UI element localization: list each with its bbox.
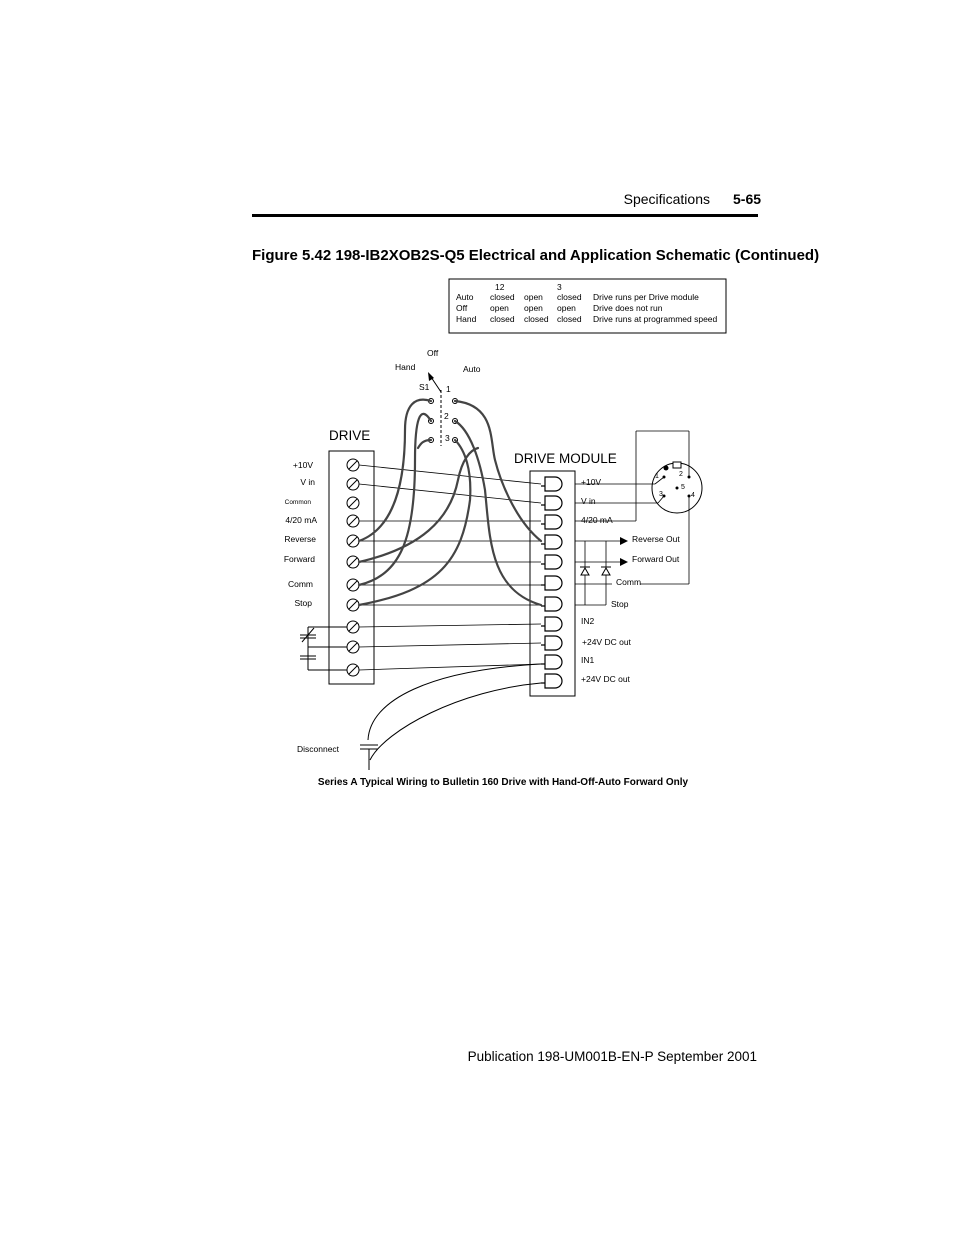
switch-lever: [431, 377, 441, 392]
disconnect-label: Disconnect: [297, 744, 340, 754]
hoa-switch-wiring: [359, 400, 541, 605]
drive-terminal-label: 4/20 mA: [285, 515, 317, 525]
footer-publication: Publication 198-UM001B-EN-P September 2001: [467, 1049, 757, 1064]
connector-pin-label: 1: [655, 473, 659, 480]
connector-pin-label: 4: [691, 492, 695, 499]
clamp-terminal: [541, 496, 562, 510]
connector-pin: [676, 487, 679, 490]
connector-key: [673, 462, 681, 468]
clamp-terminal: [541, 674, 562, 688]
switch-position-auto: Auto: [463, 364, 481, 374]
table-cell: Off: [456, 303, 468, 313]
connector-pin-label: 5: [681, 484, 685, 491]
clamp-terminal: [541, 576, 562, 590]
header-page-number: 5-65: [733, 191, 762, 207]
reverse-out-arrow-icon: [620, 537, 628, 545]
connector-pin: [664, 466, 669, 471]
drive-terminal-label: Forward: [283, 554, 315, 564]
table-cell: closed: [524, 314, 549, 324]
switch-label: S1: [419, 382, 430, 392]
table-cell: open: [524, 292, 543, 302]
drive-terminal-label: V in: [300, 477, 315, 487]
disconnect-wiring: [360, 664, 541, 770]
clamp-terminal: [541, 617, 562, 631]
module-terminal-label: Forward Out: [632, 554, 680, 564]
clamp-terminal: [541, 515, 562, 529]
module-terminal-label: Comm: [616, 577, 642, 587]
module-terminal-label: Reverse Out: [632, 534, 680, 544]
switch-position-off: Off: [427, 348, 439, 358]
module-terminal-label: IN1: [581, 655, 595, 665]
table-cell: Hand: [456, 314, 477, 324]
protection-diodes: [580, 567, 611, 575]
table-cell: closed: [557, 292, 582, 302]
diode-icon: [581, 568, 589, 575]
module-terminal-label: 4/20 mA: [581, 515, 613, 525]
table-header-12: 12: [495, 282, 505, 292]
module-terminal-label: IN2: [581, 616, 595, 626]
table-cell: Drive runs per Drive module: [593, 292, 699, 302]
clamp-terminal: [541, 535, 562, 549]
module-terminal-label: +24V DC out: [582, 637, 631, 647]
clamp-terminal: [541, 636, 562, 650]
switch-truth-table: [449, 279, 726, 333]
clamp-terminal: [541, 477, 562, 491]
table-cell: closed: [557, 314, 582, 324]
drive-terminal-label: +10V: [292, 460, 313, 470]
table-cell: Drive does not run: [593, 303, 663, 313]
connector-pin-label: 3: [659, 491, 663, 498]
header-section: Specifications: [623, 191, 710, 207]
contact-number-2: 2: [444, 411, 449, 421]
figure-caption: Series A Typical Wiring to Bulletin 160 Drive with Hand-Off-Auto Forward Only: [317, 777, 689, 788]
selector-switch: [395, 348, 481, 446]
table-cell: closed: [490, 292, 515, 302]
drive-terminal-label: Stop: [294, 598, 312, 608]
table-cell: Drive runs at programmed speed: [593, 314, 718, 324]
drive-module-title: DRIVE MODULE: [514, 451, 617, 466]
round-connector: [652, 462, 702, 513]
forward-out-arrow-icon: [620, 558, 628, 566]
drive-title: DRIVE: [329, 428, 371, 443]
connector-pin-label: 2: [679, 471, 683, 478]
drive-terminal-label: Common: [284, 499, 311, 506]
table-header-3: 3: [557, 282, 562, 292]
drive-terminal-label: Reverse: [284, 534, 316, 544]
clamp-terminal: [541, 655, 562, 669]
drive-terminal-label: Comm: [287, 579, 313, 589]
switch-position-hand: Hand: [395, 362, 416, 372]
module-terminal-label: +10V: [581, 477, 602, 487]
module-terminal-label: Stop: [611, 599, 629, 609]
module-terminal-label: +24V DC out: [581, 674, 630, 684]
clamp-terminal: [541, 555, 562, 569]
thin-wires: [359, 431, 689, 670]
table-cell: open: [490, 303, 509, 313]
table-cell: open: [524, 303, 543, 313]
contact-number-1: 1: [446, 384, 451, 394]
table-cell: Auto: [456, 292, 474, 302]
table-cell: open: [557, 303, 576, 313]
drive-screw-terminals: [347, 459, 359, 676]
drive-module-outline: [530, 471, 575, 696]
contact-number-3: 3: [445, 433, 450, 443]
capacitor-network: [300, 627, 347, 670]
table-cell: closed: [490, 314, 515, 324]
drive-module-clamp-terminals: [541, 477, 562, 688]
clamp-terminal: [541, 597, 562, 611]
drive-terminal-block: [284, 428, 374, 684]
diode-icon: [602, 568, 610, 575]
module-terminal-label: V in: [581, 496, 596, 506]
figure-title: Figure 5.42 198-IB2XOB2S-Q5 Electrical and Application Schematic (Continued): [252, 247, 820, 264]
